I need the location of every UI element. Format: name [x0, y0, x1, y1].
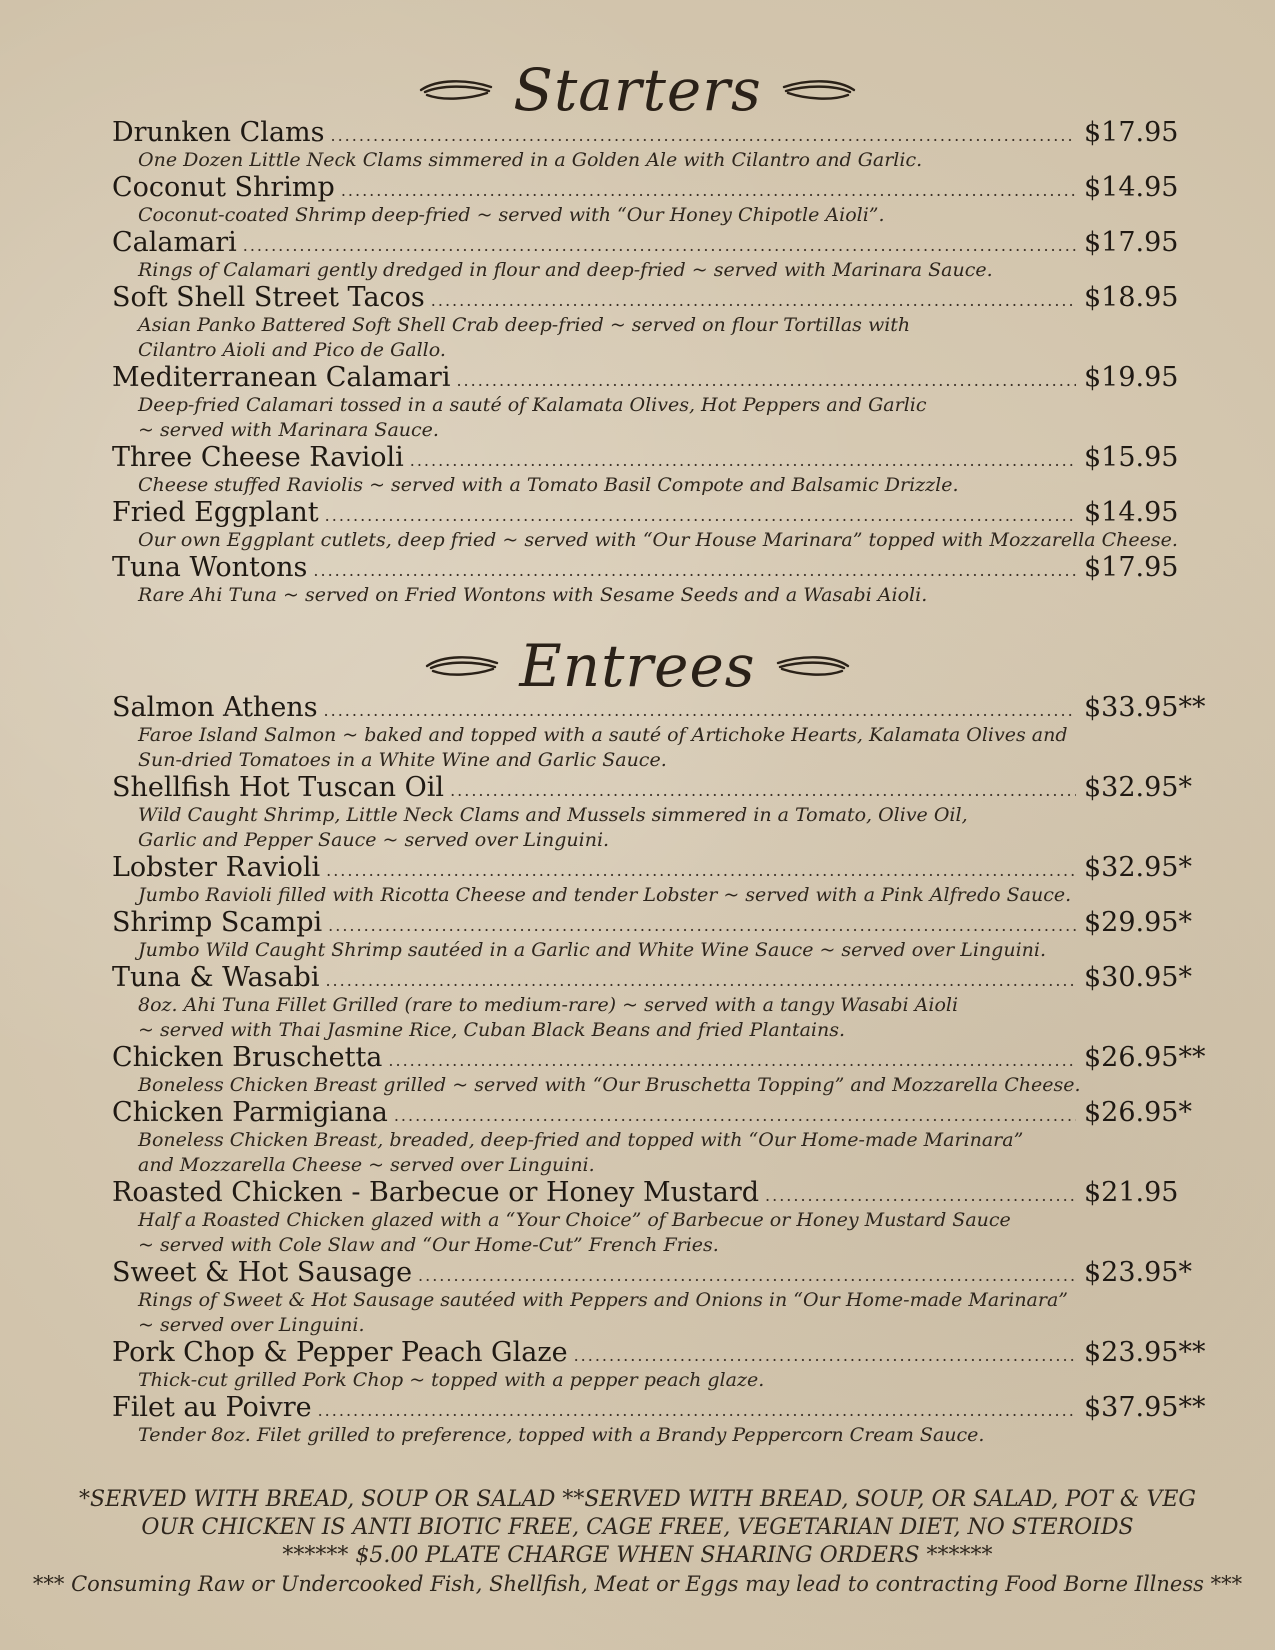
menu-item-row — [112, 1178, 1192, 1208]
menu-item-name: Calamari — [112, 227, 237, 258]
footer-line-plate-charge: ****** $5.00 PLATE CHARGE WHEN SHARING ORDERS ****** — [282, 1543, 993, 1568]
menu-item-row — [112, 1098, 1192, 1128]
menu-item-name: Mediterranean Calamari — [112, 362, 451, 393]
menu-item-name: Chicken Bruschetta — [112, 1042, 383, 1073]
menu-item — [112, 1178, 1192, 1258]
menu-item-name: Tuna & Wasabi — [112, 962, 320, 993]
menu-item-name: Coconut Shrimp — [112, 172, 335, 203]
menu-item-row — [112, 173, 1192, 203]
menu-item-description: Wild Caught Shrimp, Little Neck Clams and Mussels simmered in a Tomato, Olive Oil, Garlic and Pepper Sauce ~ served over Linguini. — [138, 804, 968, 851]
menu-item-description: 8oz. Ahi Tuna Fillet Grilled (rare to medium-rare) ~ served with a tangy Wasabi Aioli ~ served with Thai Jasmine Rice, Cuban Black Beans and fried Plantains. — [138, 994, 959, 1041]
menu-item — [112, 553, 1192, 608]
flourish-right-icon — [774, 651, 852, 681]
menu-item — [112, 363, 1192, 443]
menu-item-description: Coconut-coated Shrimp deep-fried ~ served with “Our Honey Chipotle Aioli”. — [138, 204, 885, 226]
menu-item-row — [112, 363, 1192, 393]
menu-item-description: Faroe Island Salmon ~ baked and topped with a sauté of Artichoke Hearts, Kalamata Olives and Sun-dried Tomatoes in a White Wine and Garlic Sauce. — [138, 724, 1068, 771]
menu-item-description: Jumbo Wild Caught Shrimp sautéed in a Garlic and White Wine Sauce ~ served over Linguini. — [138, 939, 1046, 961]
menu-item-name: Pork Chop & Pepper Peach Glaze — [112, 1337, 568, 1368]
menu-item-price: $32.95* — [1084, 772, 1192, 803]
starters-list — [112, 118, 1192, 608]
menu-item — [112, 773, 1192, 853]
starters-heading: Starters — [513, 56, 762, 124]
dot-leader — [410, 446, 1076, 476]
dot-leader — [450, 776, 1076, 806]
menu-item — [112, 1042, 1206, 1098]
menu-item-row — [112, 498, 1192, 528]
menu-item-price: $30.95* — [1084, 962, 1192, 993]
menu-item-price: $21.95 — [1084, 1177, 1179, 1208]
menu-item-price: $14.95 — [1084, 497, 1179, 528]
menu-item-row — [112, 908, 1192, 938]
menu-item-description: Deep-fried Calamari tossed in a sauté of Kalamata Olives, Hot Peppers and Garlic ~ served with Marinara Sauce. — [138, 394, 927, 441]
menu-item — [112, 498, 1192, 553]
menu-item-row — [112, 443, 1192, 473]
menu-item-row — [112, 118, 1192, 148]
menu-item-price: $15.95 — [1084, 442, 1179, 473]
menu-item-description: Rare Ahi Tuna ~ served on Fried Wontons with Sesame Seeds and a Wasabi Aioli. — [138, 584, 928, 606]
menu-item-description: Half a Roasted Chicken glazed with a “Your Choice” of Barbecue or Honey Mustard Sauce ~ served with Cole Slaw and “Our Home-Cut” French Fries. — [138, 1209, 1011, 1256]
menu-item-name: Drunken Clams — [112, 117, 325, 148]
menu-item-row — [112, 963, 1192, 993]
dot-leader — [325, 501, 1076, 531]
menu-item-price: $29.95* — [1084, 907, 1192, 938]
menu-item-row — [112, 1392, 1206, 1423]
menu-item-name: Soft Shell Street Tacos — [112, 282, 425, 313]
dot-leader — [313, 556, 1076, 586]
menu-item-description: Asian Panko Battered Soft Shell Crab deep-fried ~ served on flour Tortillas with Cilantro Aioli and Pico de Gallo. — [138, 314, 911, 361]
menu-item-price: $33.95** — [1084, 692, 1206, 723]
menu-item-name: Chicken Parmigiana — [112, 1097, 388, 1128]
footer-line-warning: *** Consuming Raw or Undercooked Fish, Shellfish, Meat or Eggs may lead to contracting Food Borne Illness *** — [32, 1572, 1243, 1596]
menu-item — [112, 118, 1192, 173]
menu-item-description: Rings of Calamari gently dredged in flour and deep-fried ~ served with Marinara Sauce. — [138, 259, 993, 281]
menu-item-row — [112, 853, 1192, 883]
menu-item-description: Cheese stuffed Raviolis ~ served with a Tomato Basil Compote and Balsamic Drizzle. — [138, 474, 959, 496]
menu-item-name: Tuna Wontons — [112, 552, 308, 583]
flourish-left-icon — [423, 651, 501, 681]
menu-item — [112, 443, 1192, 498]
menu-item-price: $32.95* — [1084, 852, 1192, 883]
menu-item-price: $26.95** — [1084, 1042, 1206, 1073]
menu-item — [112, 853, 1192, 908]
menu-item-name: Shellfish Hot Tuscan Oil — [112, 772, 445, 803]
menu-item-description: Jumbo Ravioli filled with Ricotta Cheese and tender Lobster ~ served with a Pink Alfredo Sauce. — [138, 884, 1072, 906]
menu-item-description: Rings of Sweet & Hot Sausage sautéed with Peppers and Onions in “Our Home-made Marinara” ~ served over Linguini. — [138, 1289, 1069, 1336]
menu-item — [112, 228, 1192, 283]
menu-item-name: Sweet & Hot Sausage — [112, 1257, 413, 1288]
menu-item-row — [112, 228, 1192, 258]
menu-item-price: $17.95 — [1084, 227, 1179, 258]
footer-line-chicken: OUR CHICKEN IS ANTI BIOTIC FREE, CAGE FREE, VEGETARIAN DIET, NO STEROIDS — [141, 1515, 1134, 1540]
menu-item — [112, 1392, 1206, 1448]
menu-item-row — [112, 283, 1192, 313]
footer-line-sides: *SERVED WITH BREAD, SOUP OR SALAD **SERVED WITH BREAD, SOUP, OR SALAD, POT & VEG — [79, 1487, 1196, 1512]
menu-item-row — [112, 692, 1206, 723]
menu-item-name: Three Cheese Ravioli — [112, 442, 404, 473]
entrees-header — [0, 632, 1275, 700]
menu-item — [112, 963, 1192, 1043]
menu-item-name: Fried Eggplant — [112, 497, 319, 528]
flourish-right-icon — [780, 75, 858, 105]
dot-leader — [394, 1101, 1076, 1131]
menu-item-price: $23.95** — [1084, 1337, 1206, 1368]
entrees-heading: Entrees — [519, 632, 756, 700]
entrees-list — [112, 692, 1206, 1448]
menu-item-row — [112, 553, 1192, 583]
menu-item-price: $17.95 — [1084, 117, 1179, 148]
menu-item-description: Tender 8oz. Filet grilled to preference, topped with a Brandy Peppercorn Cream Sauce. — [138, 1424, 985, 1446]
menu-item-name: Lobster Ravioli — [112, 852, 321, 883]
menu-item — [112, 908, 1192, 963]
menu-item — [112, 283, 1192, 363]
menu-item-row — [112, 1337, 1206, 1368]
dot-leader — [418, 1261, 1076, 1291]
dot-leader — [456, 366, 1076, 396]
menu-item-name: Salmon Athens — [112, 692, 318, 723]
starters-header — [0, 56, 1275, 124]
menu-item-price: $17.95 — [1084, 552, 1179, 583]
dot-leader — [325, 966, 1076, 996]
dot-leader — [341, 176, 1076, 206]
menu-item-name: Filet au Poivre — [112, 1392, 312, 1423]
menu-item-price: $37.95** — [1084, 1392, 1206, 1423]
menu-item-description: Our own Eggplant cutlets, deep fried ~ served with “Our House Marinara” topped with Mozzarella Cheese. — [138, 529, 1178, 551]
dot-leader — [318, 1396, 1076, 1426]
menu-item-price: $19.95 — [1084, 362, 1179, 393]
menu-item-row — [112, 773, 1192, 803]
dot-leader — [431, 286, 1076, 316]
dot-leader — [326, 856, 1076, 886]
dot-leader — [328, 911, 1076, 941]
menu-item-description: Boneless Chicken Breast grilled ~ served with “Our Bruschetta Topping” and Mozzarella Cheese. — [138, 1074, 1081, 1096]
menu-item-row — [112, 1258, 1192, 1288]
menu-item-description: Thick-cut grilled Pork Chop ~ topped with a pepper peach glaze. — [138, 1369, 765, 1391]
dot-leader — [765, 1181, 1076, 1211]
menu-item-row — [112, 1042, 1206, 1073]
menu-item — [112, 1337, 1206, 1393]
dot-leader — [243, 231, 1076, 261]
menu-item-name: Shrimp Scampi — [112, 907, 323, 938]
dot-leader — [324, 696, 1076, 726]
menu-item-price: $26.95* — [1084, 1097, 1192, 1128]
menu-item — [112, 1098, 1192, 1178]
dot-leader — [574, 1341, 1076, 1371]
menu-item-price: $23.95* — [1084, 1257, 1192, 1288]
dot-leader — [388, 1046, 1076, 1076]
footer-notes — [0, 1486, 1275, 1598]
menu-item-description: Boneless Chicken Breast, breaded, deep-fried and topped with “Our Home-made Marinara” and Mozzarella Cheese ~ served over Linguini. — [138, 1129, 1024, 1176]
flourish-left-icon — [417, 75, 495, 105]
menu-item-name: Roasted Chicken - Barbecue or Honey Mustard — [112, 1177, 760, 1208]
menu-item — [112, 692, 1206, 773]
dot-leader — [331, 121, 1077, 151]
menu-item — [112, 1258, 1192, 1338]
menu-item-price: $14.95 — [1084, 172, 1179, 203]
menu-item — [112, 173, 1192, 228]
menu-item-price: $18.95 — [1084, 282, 1179, 313]
menu-item-description: One Dozen Little Neck Clams simmered in a Golden Ale with Cilantro and Garlic. — [138, 149, 923, 171]
